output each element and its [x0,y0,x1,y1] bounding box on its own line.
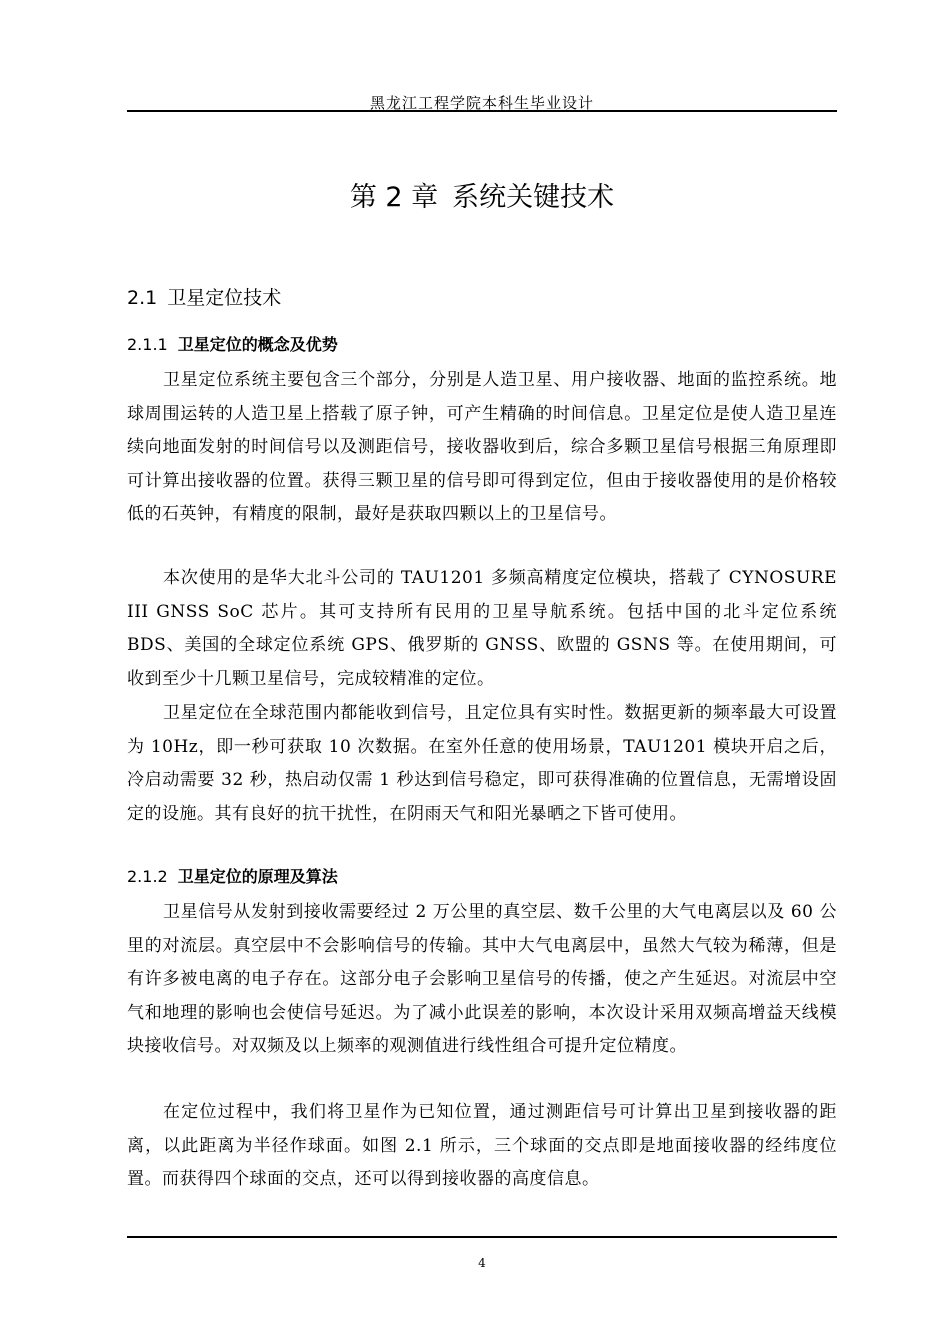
subsection-title: 卫星定位的概念及优势 [177,335,338,354]
subsection-heading-2-1-1 [127,333,837,357]
paragraph: 卫星定位系统主要包含三个部分，分别是人造卫星、用户接收器、地面的监控系统。地球周围运转的人造卫星上搭载了原子钟，可产生精确的时间信息。卫星定位是使人造卫星连续向地面发射的时间信号以及测距信号，接收器收到后，综合多颗卫星信号根据三角原理即可计算出接收器的位置。获得三颗卫星的信号即可得到定位，但由于接收器使用的是价格较低的石英钟，有精度的限制，最好是获取四颗以上的卫星信号。 [127,370,837,524]
running-header: 黑龙江工程学院本科生毕业设计 [369,94,594,112]
page-number: 4 [478,1256,486,1270]
paragraph: 本次使用的是华大北斗公司的 TAU1201 多频高精度定位模块，搭载了 CYNOSURE III GNSS SoC 芯片。其可支持所有民用的卫星导航系统。包括中国的北斗定位系统 BDS、美国的全球定位系统 GPS、俄罗斯的 GNSS、欧盟的 GSNS 等。在使用期间，可收到至少十几颗卫星信号，完成较精准的定位。 [127,568,837,689]
subsection-heading-2-1-2 [127,865,837,889]
paragraph: 在定位过程中，我们将卫星作为已知位置，通过测距信号可计算出卫星到接收器的距离，以此距离为半径作球面。如图 2.1 所示，三个球面的交点即是地面接收器的经纬度位置。而获得四个球面的交点，还可以得到接收器的高度信息。 [127,1102,837,1189]
section-title: 卫星定位技术 [167,287,282,309]
chapter-title [127,178,837,218]
chapter-number: 第 2 章 [349,182,439,213]
paragraph: 卫星定位在全球范围内都能收到信号，且定位具有实时性。数据更新的频率最大可设置为 10Hz，即一秒可获取 10 次数据。在室外任意的使用场景，TAU1201 模块开启之后，冷启动需要 32 秒，热启动仅需 1 秒达到信号稳定，即可获得准确的位置信息，无需增设固定的设施。其有良好的抗干扰性，在阴雨天气和阳光暴晒之下皆可使用。 [127,703,837,824]
paragraph: 卫星信号从发射到接收需要经过 2 万公里的真空层、数千公里的大气电离层以及 60 公里的对流层。真空层中不会影响信号的传输。其中大气电离层中，虽然大气较为稀薄，但是有许多被电离的电子存在。这部分电子会影响卫星信号的传播，使之产生延迟。对流层中空气和地理的影响也会使信号延迟。为了减小此误差的影响，本次设计采用双频高增益天线模块接收信号。对双频及以上频率的观测值进行线性组合可提升定位精度。 [127,902,837,1056]
subsection-number: 2.1.1 [127,335,168,354]
header-rule [127,110,837,112]
footer-rule [127,1236,837,1238]
subsection-title: 卫星定位的原理及算法 [177,867,338,886]
subsection-number: 2.1.2 [127,867,168,886]
section-number: 2.1 [127,287,158,309]
section-heading-2-1 [127,284,837,312]
chapter-title-text: 系统关键技术 [452,182,615,213]
